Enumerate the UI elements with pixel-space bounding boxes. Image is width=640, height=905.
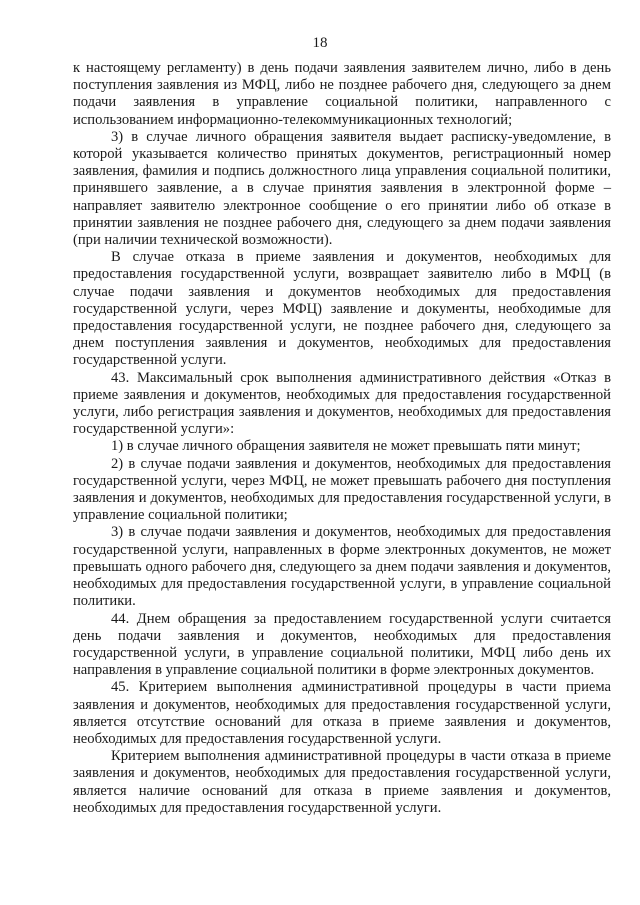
paragraph: 43. Максимальный срок выполнения административного действия «Отказ в приеме заявления и документов, необходимых для предоставления государственной услуги, либо регистрация заявления и документов, необходимых для предоставления государственной услуги»: bbox=[73, 369, 611, 438]
paragraph: 44. Днем обращения за предоставлением государственной услуги считается день подачи заявления и документов, необходимых для предоставления государственной услуги, в управление социальной политики, МФЦ либо день их направления в управление социальной политики в форме электронных документов. bbox=[73, 610, 611, 679]
paragraph: Критерием выполнения административной процедуры в части отказа в приеме заявления и документов, необходимых для предоставления государственной услуги, является наличие оснований для отказа в приеме заявления и документов, необходимых для предоставления государственной услуги. bbox=[73, 748, 611, 816]
paragraph: 45. Критерием выполнения административной процедуры в части приема заявления и документов, необходимых для предоставления государственной услуги, является отсутствие оснований для отказа в приеме заявления и документов, необходимых для предоставления государственной услуги. bbox=[73, 679, 611, 747]
paragraph: 3) в случае личного обращения заявителя выдает расписку-уведомление, в которой указывается количество принятых документов, регистрационный номер заявления, фамилия и подпись должностного лица управления социальной политики, принявшего заявление, а в случае принятия заявления в электронной форме – направляет заявителю электронное сообщение о его принятии либо об отказе в принятии заявления не позднее рабочего дня, следующего за днем подачи заявления (при наличии технической возможности). bbox=[73, 128, 611, 249]
paragraph: 1) в случае личного обращения заявителя не может превышать пяти минут; bbox=[111, 438, 581, 455]
paragraph: 2) в случае подачи заявления и документов, необходимых для предоставления государственной услуги, через МФЦ, не может превышать рабочего дня поступления заявления и документов, необходимых для предоставления государственной услуги, в управление социальной политики; bbox=[73, 455, 611, 524]
paragraph: 3) в случае подачи заявления и документов, необходимых для предоставления государственной услуги, направленных в форме электронных документов, не может превышать одного рабочего дня, следующего за днем подачи заявления и документов, необходимых для предоставления государственной услуги, в управление социальной политики. bbox=[73, 524, 611, 610]
document-body bbox=[73, 60, 611, 817]
page-number: 18 bbox=[312, 35, 328, 51]
paragraph: В случае отказа в приеме заявления и документов, необходимых для предоставления государственной услуги, возвращает заявителю либо в МФЦ (в случае подачи заявления и документов необходимых для предоставления государственной услуги, через МФЦ) заявление и документы, необходимые для предоставления государственной услуги, не позднее рабочего дня, следующего за днем поступления заявления и документов, необходимых для предоставления государственной услуги. bbox=[73, 249, 611, 369]
paragraph: к настоящему регламенту) в день подачи заявления заявителем лично, либо в день поступления заявления из МФЦ, либо не позднее рабочего дня, следующего за днем подачи заявления в управление социальной политики, направленного с использованием информационно-телекоммуникационных технологий; bbox=[73, 60, 611, 128]
